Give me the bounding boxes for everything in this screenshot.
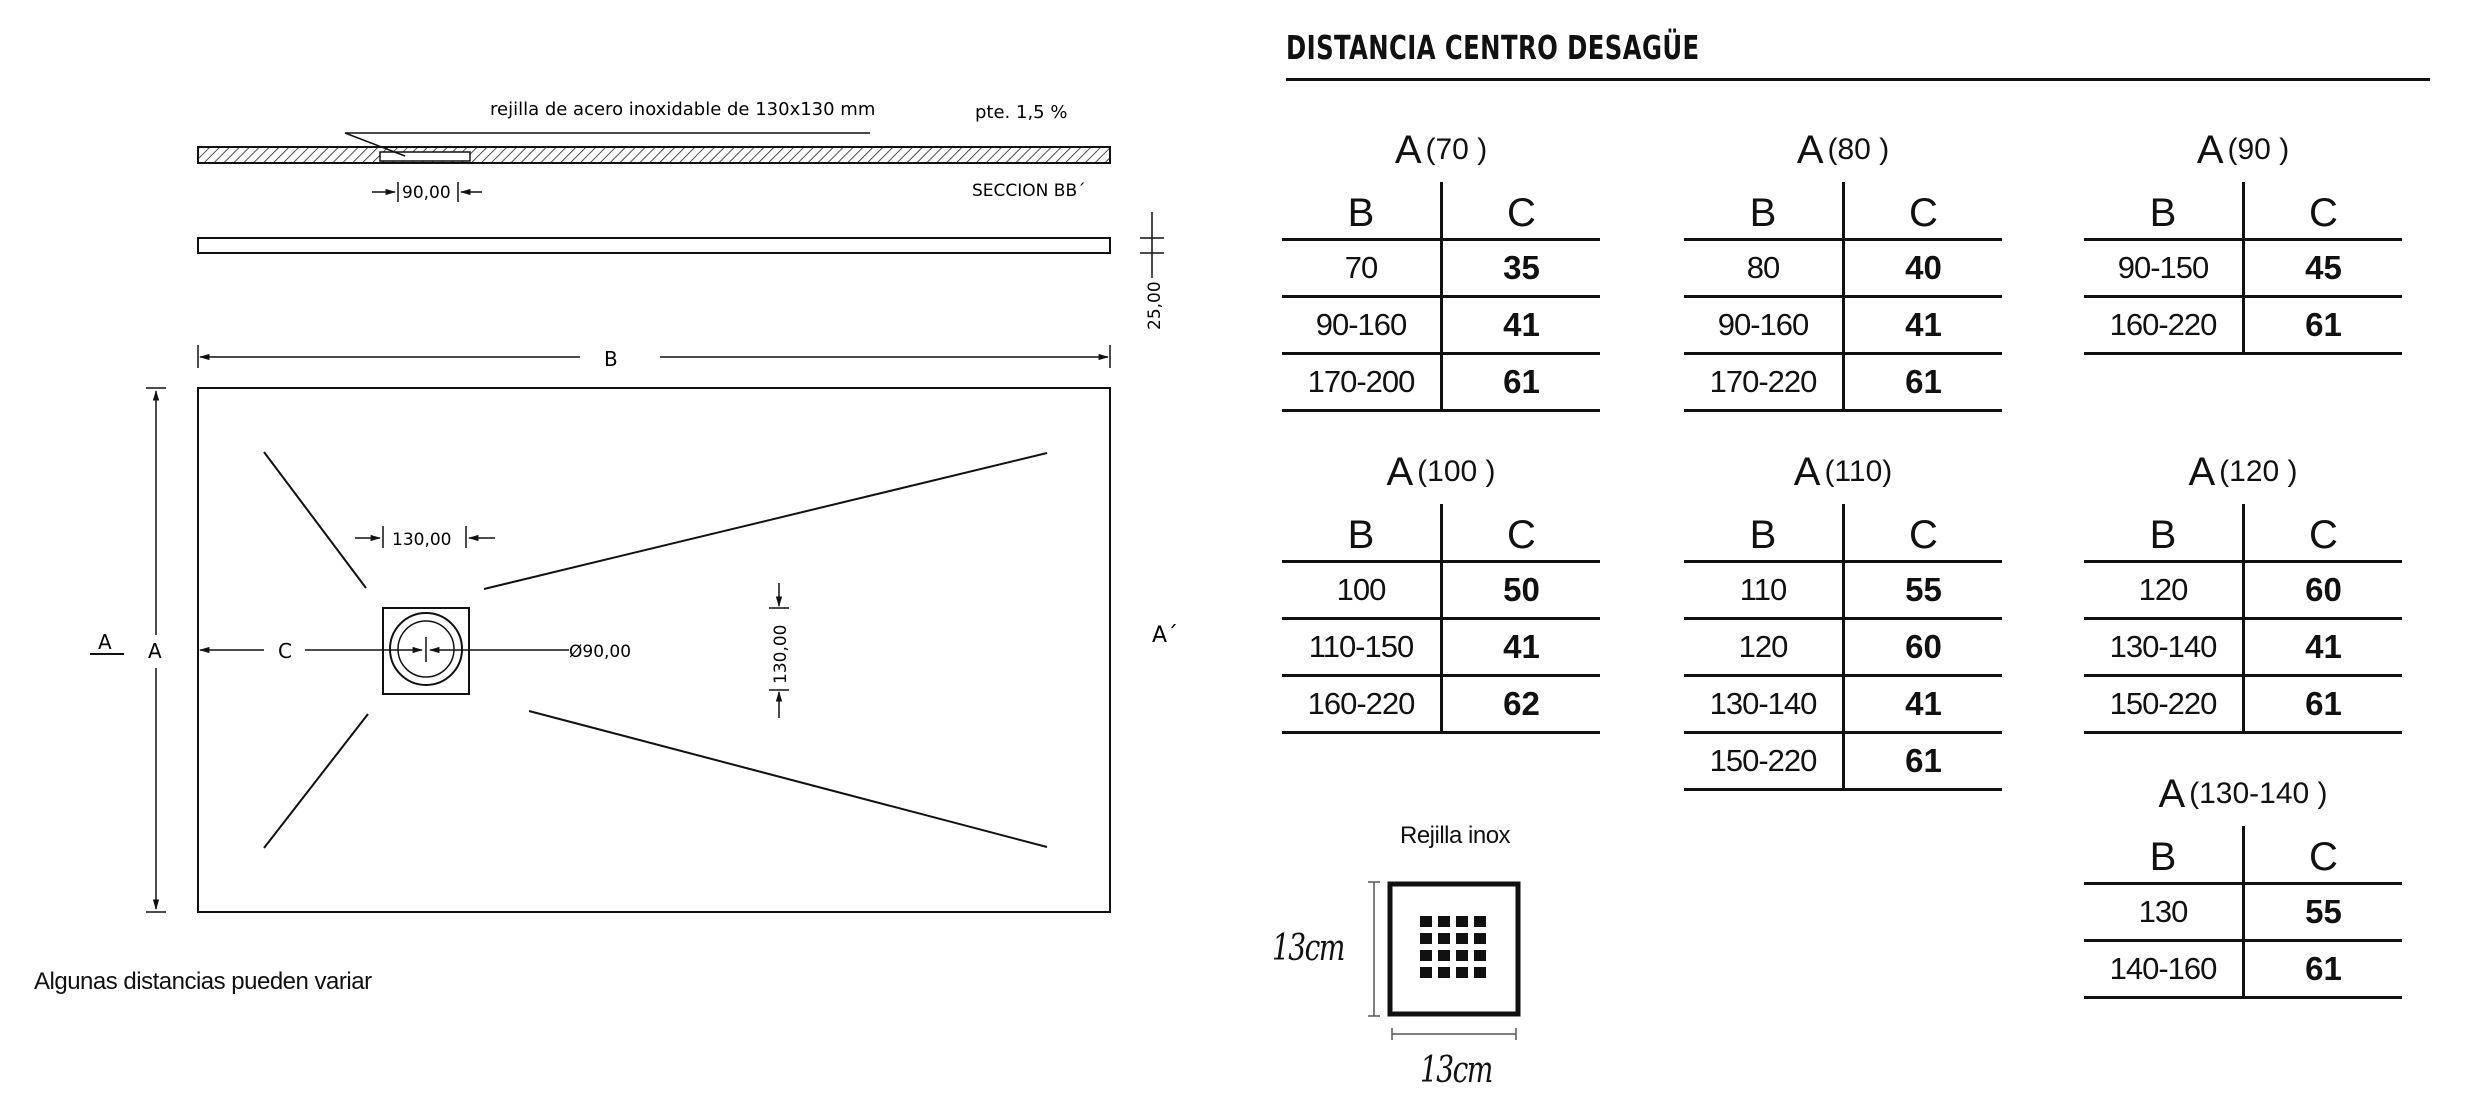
cell-b: 100 — [1282, 563, 1443, 617]
cell-c: 35 — [1503, 249, 1540, 286]
cell-c: 60 — [2305, 571, 2342, 608]
table-title — [2084, 440, 2402, 504]
cell-b: 110-150 — [1282, 620, 1443, 674]
table-title-width: (90 ) — [2227, 133, 2290, 166]
cell-c: 41 — [1503, 628, 1540, 665]
grate-hole — [1420, 916, 1432, 927]
drain-table — [1684, 118, 2002, 412]
header-c: C — [1507, 190, 1536, 235]
table-title — [2084, 762, 2402, 826]
table-row — [1684, 677, 2002, 734]
cell-c: 41 — [1503, 306, 1540, 343]
section-mark-a: A — [98, 630, 112, 654]
cell-b: 150-220 — [1684, 734, 1845, 788]
table-row — [1282, 677, 1600, 734]
cell-c: 41 — [1905, 306, 1942, 343]
cell-b: 170-220 — [1684, 355, 1845, 409]
table-title — [1684, 440, 2002, 504]
drain-width-dimension: 90,00 — [402, 183, 451, 203]
grate-hole — [1456, 967, 1468, 978]
cell-b: 170-200 — [1282, 355, 1443, 409]
table-row — [1684, 298, 2002, 355]
header-b: B — [2084, 826, 2245, 882]
drain-table — [2084, 762, 2402, 999]
header-c: C — [2309, 834, 2338, 879]
table-title-letter: A — [2196, 127, 2224, 172]
cell-b: 90-160 — [1684, 298, 1845, 352]
grate-hole — [1474, 967, 1486, 978]
cell-b: 90-150 — [2084, 241, 2245, 295]
table-header — [1282, 182, 1600, 241]
table-header — [1684, 504, 2002, 563]
cell-c: 41 — [2305, 628, 2342, 665]
section-label: SECCION BB´ — [972, 181, 1086, 201]
table-row — [1684, 620, 2002, 677]
page-title: DISTANCIA CENTRO DESAGÜE — [1286, 28, 1700, 67]
thickness-dimension: 25,00 — [1145, 281, 1165, 330]
cell-c: 50 — [1503, 571, 1540, 608]
table-title-width: (70 ) — [1425, 133, 1488, 166]
table-header — [2084, 504, 2402, 563]
grate-hole — [1438, 916, 1450, 927]
table-row — [1282, 298, 1600, 355]
label-a: A — [148, 639, 162, 663]
cell-c: 62 — [1503, 685, 1540, 722]
cell-c: 55 — [1905, 571, 1942, 608]
cell-c: 40 — [1905, 249, 1942, 286]
cell-c: 61 — [2305, 306, 2342, 343]
grate-hole — [1438, 967, 1450, 978]
table-row — [1282, 620, 1600, 677]
cell-c: 55 — [2305, 893, 2342, 930]
table-row — [1684, 734, 2002, 791]
grate-hole — [1456, 933, 1468, 944]
cell-c: 45 — [2305, 249, 2342, 286]
grate-title: Rejilla inox — [1400, 822, 1511, 849]
slope-label: pte. 1,5 % — [975, 102, 1068, 123]
table-row — [1282, 241, 1600, 298]
cell-b: 140-160 — [2084, 942, 2245, 996]
cell-b: 160-220 — [1282, 677, 1443, 731]
grate-drawing — [1360, 870, 1540, 1050]
cell-b: 120 — [1684, 620, 1845, 674]
grate-hole — [1438, 950, 1450, 961]
cell-b: 90-160 — [1282, 298, 1443, 352]
grating-callout: rejilla de acero inoxidable de 130x130 mm — [490, 99, 876, 120]
table-title — [1684, 118, 2002, 182]
drain-table — [1282, 440, 1600, 734]
grate-hole — [1438, 933, 1450, 944]
cell-b: 80 — [1684, 241, 1845, 295]
cell-b: 70 — [1282, 241, 1443, 295]
table-row — [1282, 563, 1600, 620]
grate-hole — [1420, 950, 1432, 961]
grate-hole — [1420, 967, 1432, 978]
table-row — [2084, 942, 2402, 999]
cell-b: 130 — [2084, 885, 2245, 939]
header-b: B — [2084, 504, 2245, 560]
table-title — [2084, 118, 2402, 182]
drain-table — [2084, 118, 2402, 355]
grate-hole — [1474, 950, 1486, 961]
table-title-width: (110) — [1824, 455, 1893, 488]
table-row — [1684, 241, 2002, 298]
table-row — [1684, 563, 2002, 620]
header-b: B — [1684, 182, 1845, 238]
cell-b: 150-220 — [2084, 677, 2245, 731]
grate-hole — [1456, 950, 1468, 961]
table-title — [1282, 118, 1600, 182]
table-row — [2084, 620, 2402, 677]
width-b-dimension — [198, 345, 1110, 371]
table-row — [2084, 677, 2402, 734]
grate-hole — [1474, 933, 1486, 944]
header-c: C — [1909, 190, 1938, 235]
grate-height-label: 13cm — [1272, 928, 1344, 969]
header-b: B — [1282, 182, 1443, 238]
grating-side-dimension: 130,00 — [771, 624, 791, 684]
label-b: B — [604, 347, 618, 371]
cell-b: 130-140 — [1684, 677, 1845, 731]
table-row — [2084, 885, 2402, 942]
shower-tray-technical-drawing — [0, 0, 1260, 1000]
grating-top-dimension: 130,00 — [392, 530, 452, 550]
drain-table — [2084, 440, 2402, 734]
cell-b: 160-220 — [2084, 298, 2245, 352]
cell-c: 41 — [1905, 685, 1942, 722]
cell-b: 130-140 — [2084, 620, 2245, 674]
table-title — [1282, 440, 1600, 504]
table-row — [1282, 355, 1600, 412]
title-rule — [1286, 78, 2430, 81]
cell-c: 60 — [1905, 628, 1942, 665]
table-title-width: (80 ) — [1827, 133, 1890, 166]
grate-hole — [1474, 916, 1486, 927]
table-title-letter: A — [1796, 127, 1824, 172]
table-title-width: (100 ) — [1417, 455, 1496, 488]
table-title-width: (130-140 ) — [2189, 777, 2328, 810]
header-c: C — [2309, 512, 2338, 557]
table-header — [1282, 504, 1600, 563]
table-title-letter: A — [1394, 127, 1422, 172]
header-b: B — [2084, 182, 2245, 238]
grate-hole — [1420, 933, 1432, 944]
table-title-letter: A — [1386, 449, 1414, 494]
cell-b: 110 — [1684, 563, 1845, 617]
table-header — [2084, 182, 2402, 241]
variation-note: Algunas distancias pueden variar — [34, 968, 372, 995]
cell-c: 61 — [1503, 363, 1540, 400]
header-c: C — [1909, 512, 1938, 557]
table-header — [2084, 826, 2402, 885]
cell-c: 61 — [2305, 685, 2342, 722]
table-header — [1684, 182, 2002, 241]
cell-c: 61 — [1905, 742, 1942, 779]
section-mark-a-prime: A´ — [1152, 623, 1179, 648]
grate-hole — [1456, 916, 1468, 927]
plan-view — [198, 388, 1110, 912]
table-title-letter: A — [2158, 771, 2186, 816]
cell-b: 120 — [2084, 563, 2245, 617]
table-title-letter: A — [1793, 449, 1821, 494]
cell-c: 61 — [2305, 950, 2342, 987]
header-c: C — [2309, 190, 2338, 235]
table-title-width: (120 ) — [2219, 455, 2298, 488]
table-row — [1684, 355, 2002, 412]
table-row — [2084, 241, 2402, 298]
drain-diameter-dimension: Ø90,00 — [569, 642, 632, 662]
table-row — [2084, 298, 2402, 355]
drain-table — [1282, 118, 1600, 412]
grate-width-label: 13cm — [1420, 1050, 1492, 1091]
section-bb-view — [198, 99, 1110, 203]
header-c: C — [1507, 512, 1536, 557]
header-b: B — [1282, 504, 1443, 560]
side-profile-view — [198, 212, 1165, 330]
label-c: C — [278, 639, 292, 663]
table-row — [2084, 563, 2402, 620]
table-title-letter: A — [2188, 449, 2216, 494]
cell-c: 61 — [1905, 363, 1942, 400]
drain-table — [1684, 440, 2002, 791]
header-b: B — [1684, 504, 1845, 560]
